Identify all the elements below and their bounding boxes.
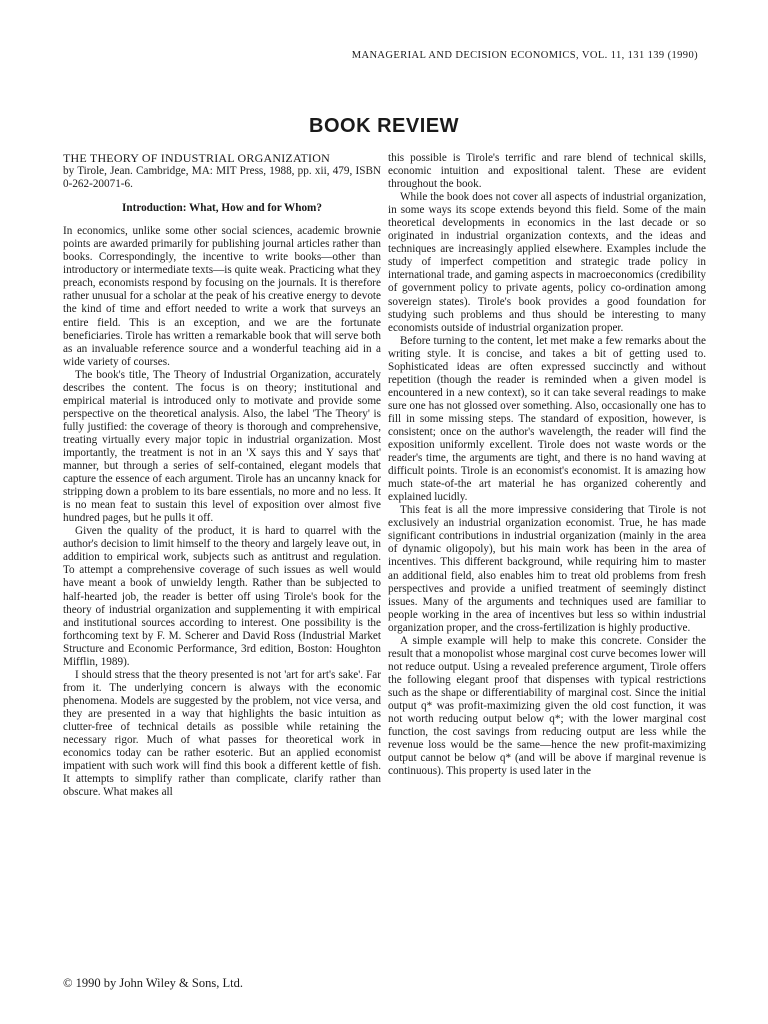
- page-title: BOOK REVIEW: [309, 115, 459, 137]
- paragraph: I should stress that the theory presented is not 'art for art's sake'. Far from it. The underlying concern is always with the economic phenomena. Models are suggested by the problem, not vice versa, and they are presented in a way that highlights the basic intuition as clutter-free of technical details as possible while retaining the necessary rigor. Much of what passes for theoretical work in economics today can be rather esoteric. But an applied economist impatient with such work will find this book a different kettle of fish. It attempts to simplify rather than complicate, clarify rather than obscure. What makes all: [63, 668, 381, 799]
- paragraph: While the book does not cover all aspects of industrial organization, in some ways its scope extends beyond this field. Some of the main theoretical developments in economics in the last decade or so originated in industrial organization contexts, and the ideas and techniques are increasingly applied elsewhere. Examples include the study of imperfect competition and strategic trade policy in international trade, and gaming aspects in macroeconomics (credibility of government policy to private agents, policy co-ordination among sovereign states). Tirole's book provides a good foundation for studying such problems and thus should be interesting to many economists outside of industrial organization proper.: [388, 191, 706, 334]
- paragraph: Before turning to the content, let met make a few remarks about the writing style. It is concise, and takes a bit of getting used to. Sophisticated ideas are often expressed succinctly and without repetition (though the reader is reminded when a given model is encountered in a new context), so it can take several readings to make sure one has not glossed over something. Also, occasionally one has to fill in some missing steps. The standard of exposition, however, is consistent; once on the author's wavelength, the reader will find the exposition uniformly excellent. Tirole does not waste words or the reader's time, the arguments are tight, and there is no hand waving at difficult points. Tirole is an economist's economist. It is amazing how much state-of-the art material he has organized coherently and explained lucidly.: [388, 334, 706, 504]
- paragraph: In economics, unlike some other social sciences, academic brownie points are awarded primarily for publishing journal articles rather than books. Correspondingly, the incentive to write books—other than introductory or intermediate texts—is quite weak. Practicing what they preach, economists respond by focusing on the journals. It is therefore rather unusual for a scholar at the peak of his creative energy to devote the kind of time and effort needed to write a work that surveys an entire field. This is an exception, and we are the fortunate beneficiaries. Tirole has written a remarkable book that will serve both as an invaluable reference source and a wonderful teaching aid in a wide variety of courses.: [63, 225, 381, 368]
- left-column: [63, 152, 381, 799]
- paragraph: A simple example will help to make this concrete. Consider the result that a monopolist whose marginal cost curve becomes lower will not reduce output. Using a revealed preference argument, Tirole offers the following elegant proof that dispenses with typical restrictions such as the shape or differentiability of marginal cost. Since the initial output q* was profit-maximizing given the old cost function, it was not worth reducing output below q*; with the lower marginal cost function, the cost savings from reducing output are less while the revenue loss would be the same—hence the new profit-maximizing output cannot be below q* (and will be above if marginal revenue is continuous). This property is used later in the: [388, 634, 706, 778]
- paragraph: Given the quality of the product, it is hard to quarrel with the author's decision to limit himself to the theory and largely leave out, in addition to empirical work, subjects such as antitrust and regulation. To attempt a comprehensive coverage of such issues as well would have meant a book of unwieldy length. Rather than be subjected to half-hearted job, the reader is better off using Tirole's book for the theory of industrial organization and supplementing it with empirical and institutional sources according to interest. One possibility is the forthcoming text by F. M. Scherer and David Ross (Industrial Market Structure and Economic Performance, 3rd edition, Boston: Houghton Mifflin, 1989).: [63, 525, 381, 668]
- book-details: by Tirole, Jean. Cambridge, MA: MIT Press, 1988, pp. xii, 479, ISBN 0-262-20071-6.: [63, 165, 381, 191]
- paragraph: This feat is all the more impressive considering that Tirole is not exclusively an industrial organization economist. True, he has made significant contributions in industrial organization (mainly in the area of dynamic oligopoly), but his main work has been in the area of incentives. This different background, while requiring him to master an additional field, also enables him to treat old problems from fresh perspectives and provide a unified treatment of seemingly distinct issues. Many of the arguments and techniques used are familiar to people working in the area of incentives but less so within industrial organization proper, and the cross-fertilization is highly productive.: [388, 504, 706, 634]
- book-title: THE THEORY OF INDUSTRIAL ORGANIZATION: [63, 151, 330, 165]
- section-heading: Introduction: What, How and for Whom?: [122, 202, 322, 215]
- paragraph: The book's title, The Theory of Industrial Organization, accurately describes the content. The focus is on theory; institutional and empirical material is introduced only to motivate and provide some perspective on the theoretical analysis. Also, the label 'The Theory' is fully justified: the coverage of theory is thorough and comprehensive, treating virtually every major topic in industrial organization. Most importantly, the treatment is not in an 'X says this and Y says that' manner, but through a series of self-contained, elegant models that capture the essence of each argument. Tirole has an uncanny knack for stripping down a problem to its bare essentials, no more and no less. It is no mean feat to sustain this level of exposition over almost five hundred pages, but he pulls it off.: [63, 368, 381, 525]
- right-column: [388, 152, 706, 778]
- running-head: MANAGERIAL AND DECISION ECONOMICS, VOL. 11, 131 139 (1990): [351, 50, 698, 61]
- copyright-footer: © 1990 by John Wiley & Sons, Ltd.: [63, 976, 243, 990]
- paragraph: this possible is Tirole's terrific and rare blend of technical skills, economic intuition and expositional talent. These are evident throughout the book.: [388, 152, 706, 191]
